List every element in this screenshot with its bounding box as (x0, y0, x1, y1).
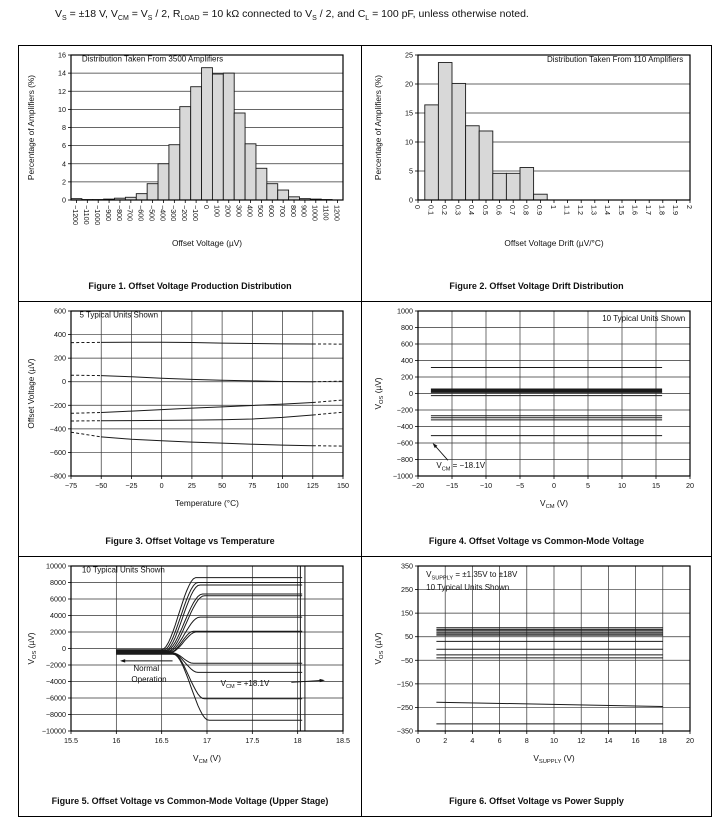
svg-text:−50: −50 (95, 481, 108, 490)
figure-1-chart (25, 48, 355, 250)
svg-text:1.2: 1.2 (575, 205, 585, 215)
svg-text:0: 0 (62, 195, 66, 205)
svg-text:−600: −600 (49, 447, 66, 457)
svg-text:−900: −900 (103, 205, 113, 222)
svg-text:200: 200 (223, 205, 233, 217)
svg-text:1000: 1000 (310, 205, 320, 221)
svg-text:0: 0 (412, 205, 422, 209)
svg-text:20: 20 (685, 736, 694, 745)
svg-text:50: 50 (218, 481, 227, 490)
svg-text:−200: −200 (49, 400, 66, 410)
svg-text:6: 6 (497, 736, 502, 745)
svg-text:0: 0 (551, 481, 556, 490)
svg-text:16.5: 16.5 (154, 736, 169, 745)
figure-5-caption: Figure 5. Offset Voltage vs Common-Mode Voltage (Upper Stage) (51, 796, 329, 807)
svg-text:−75: −75 (64, 481, 78, 490)
svg-text:1.4: 1.4 (602, 205, 612, 215)
figure-3-chart (25, 304, 355, 510)
svg-text:100: 100 (276, 481, 289, 490)
svg-text:−250: −250 (396, 702, 413, 712)
svg-text:16: 16 (112, 736, 121, 745)
svg-text:0: 0 (62, 644, 66, 653)
figure-3 (19, 302, 362, 557)
svg-text:0: 0 (62, 377, 66, 387)
svg-text:VSUPPLY (V): $V_{SUPPLY}$ (V) (532, 753, 575, 765)
svg-text:1.1: 1.1 (561, 205, 571, 215)
svg-text:Distribution Taken From 110 Am: Distribution Taken From 110 Amplifiers (546, 54, 683, 64)
svg-text:−25: −25 (125, 481, 138, 490)
svg-text:−200: −200 (396, 405, 413, 415)
svg-text:12: 12 (576, 736, 585, 745)
svg-text:−400: −400 (158, 205, 168, 222)
svg-text:10: 10 (549, 736, 558, 745)
figure-5-chart (25, 559, 355, 765)
svg-text:1.8: 1.8 (657, 205, 667, 215)
svg-text:10000: 10000 (46, 561, 66, 571)
svg-text:−700: −700 (125, 205, 135, 222)
svg-text:1100: 1100 (321, 205, 331, 221)
svg-text:18: 18 (293, 736, 302, 745)
conditions-text: $V_S = \pm 18$ V, $V_{CM} = V_S / 2$, $R_{LOAD} = 10$ kΩ connected to $V_S / 2$, and $C_L = 100$ pF, unless otherwise noted. (55, 8, 529, 23)
svg-text:0: 0 (408, 389, 413, 398)
svg-text:1.7: 1.7 (643, 205, 653, 215)
svg-text:200: 200 (400, 372, 413, 382)
svg-text:0.6: 0.6 (493, 205, 503, 215)
svg-text:8000: 8000 (50, 578, 66, 587)
figure-4-chart (372, 304, 702, 510)
svg-text:−2000: −2000 (45, 660, 66, 670)
svg-text:Percentage of Amplifiers (%): Percentage of Amplifiers (%) (26, 74, 36, 181)
svg-text:VCM = +18.1V: $V_{CM} = +18.1V$ (220, 679, 270, 691)
svg-text:−800: −800 (49, 471, 66, 481)
svg-text:1000: 1000 (396, 306, 413, 316)
svg-text:−10: −10 (479, 481, 492, 490)
svg-text:Offset Voltage (µV): Offset Voltage (µV) (26, 358, 36, 429)
figure-6 (362, 557, 711, 816)
svg-text:0.2: 0.2 (439, 205, 449, 215)
figure-4-caption: Figure 4. Offset Voltage vs Common-Mode Voltage (428, 536, 645, 547)
svg-text:5: 5 (585, 481, 590, 490)
svg-text:4000: 4000 (50, 611, 66, 620)
svg-text:−800: −800 (396, 455, 413, 464)
figure-6-caption: Figure 6. Offset Voltage vs Power Supply (449, 796, 624, 807)
svg-text:−600: −600 (396, 438, 413, 448)
svg-text:−300: −300 (169, 205, 179, 222)
svg-text:16: 16 (631, 736, 640, 745)
svg-text:14: 14 (58, 68, 66, 78)
svg-text:15: 15 (651, 481, 660, 490)
svg-text:250: 250 (400, 585, 413, 595)
figure-4 (362, 302, 711, 557)
svg-text:2: 2 (62, 177, 66, 187)
svg-text:VOS (µV): $V_{OS}$ (µV) (372, 632, 385, 665)
svg-text:50: 50 (404, 632, 413, 642)
svg-text:10 Typical Units Shown: 10 Typical Units Shown (81, 565, 165, 575)
svg-text:−1100: −1100 (82, 205, 92, 225)
svg-text:18: 18 (658, 736, 667, 745)
svg-text:200: 200 (54, 353, 66, 363)
svg-text:Offset Voltage (µV): Offset Voltage (µV) (171, 238, 243, 248)
svg-text:75: 75 (248, 481, 257, 490)
svg-text:−1000: −1000 (392, 471, 413, 481)
svg-text:16: 16 (58, 50, 66, 60)
figures-grid (18, 45, 712, 817)
svg-text:−350: −350 (396, 726, 413, 736)
svg-text:10: 10 (617, 481, 626, 490)
svg-text:VOS (µV): $V_{OS}$ (µV) (372, 377, 385, 410)
svg-text:900: 900 (299, 205, 309, 217)
svg-text:17.5: 17.5 (245, 736, 260, 745)
svg-text:6: 6 (62, 141, 66, 151)
svg-text:−100: −100 (190, 205, 200, 222)
svg-text:0: 0 (201, 205, 211, 209)
svg-text:18.5: 18.5 (336, 736, 350, 745)
svg-text:500: 500 (256, 205, 266, 217)
svg-text:VOS (µV): $V_{OS}$ (µV) (26, 632, 39, 665)
svg-text:−200: −200 (180, 205, 190, 222)
figure-1 (19, 46, 362, 302)
svg-text:Percentage of Amplifiers (%): Percentage of Amplifiers (%) (372, 74, 383, 181)
svg-text:−4000: −4000 (45, 677, 66, 686)
svg-text:20: 20 (685, 481, 694, 490)
svg-text:0.5: 0.5 (480, 205, 490, 215)
svg-text:−5: −5 (515, 481, 524, 490)
svg-text:1.5: 1.5 (616, 205, 626, 215)
svg-text:0.1: 0.1 (425, 205, 435, 215)
svg-text:5 Typical Units Shown: 5 Typical Units Shown (79, 310, 159, 320)
svg-text:0: 0 (415, 736, 420, 745)
svg-text:5: 5 (408, 166, 413, 176)
figure-5 (19, 557, 362, 816)
svg-text:10 Typical Units Shown: 10 Typical Units Shown (425, 583, 509, 593)
svg-text:0: 0 (159, 481, 164, 490)
svg-text:150: 150 (400, 608, 413, 618)
svg-text:15.5: 15.5 (64, 736, 78, 745)
svg-text:2: 2 (442, 736, 447, 745)
svg-text:1.6: 1.6 (629, 205, 639, 215)
svg-text:125: 125 (306, 481, 319, 490)
svg-text:−600: −600 (136, 205, 146, 222)
svg-text:−400: −400 (396, 422, 413, 431)
figure-2-caption: Figure 2. Offset Voltage Drift Distribution (449, 281, 624, 292)
svg-text:Operation: Operation (131, 674, 167, 684)
svg-text:1: 1 (548, 205, 558, 209)
svg-text:2: 2 (684, 205, 694, 209)
svg-text:−500: −500 (147, 205, 157, 222)
svg-text:400: 400 (400, 356, 413, 365)
svg-text:−1200: −1200 (71, 205, 81, 226)
svg-text:Normal: Normal (133, 664, 160, 674)
svg-text:6000: 6000 (50, 594, 66, 604)
figure-1-caption: Figure 1. Offset Voltage Production Distribution (88, 281, 292, 292)
figure-6-chart (372, 559, 702, 765)
svg-text:VCM (V): $V_{CM}$ (V) (539, 498, 568, 510)
svg-text:10: 10 (58, 104, 66, 114)
svg-text:−400: −400 (49, 424, 66, 434)
svg-text:8: 8 (62, 123, 66, 132)
svg-text:350: 350 (400, 561, 413, 571)
svg-text:Offset Voltage Drift (µV/°C): Offset Voltage Drift (µV/°C) (503, 238, 604, 248)
svg-text:VCM = −18.1V: $V_{CM} = -18.1V$ (435, 461, 485, 473)
svg-text:−20: −20 (411, 481, 424, 490)
svg-text:−50: −50 (400, 655, 413, 665)
svg-text:−10000: −10000 (41, 726, 66, 736)
svg-text:400: 400 (245, 205, 255, 217)
svg-text:0.4: 0.4 (466, 205, 476, 215)
svg-text:10: 10 (404, 137, 413, 147)
svg-text:100: 100 (212, 205, 222, 217)
svg-text:20: 20 (404, 79, 413, 89)
svg-text:−150: −150 (396, 679, 413, 689)
svg-text:150: 150 (337, 481, 349, 490)
svg-text:−800: −800 (114, 205, 124, 222)
figure-2-chart (372, 48, 702, 250)
svg-text:300: 300 (234, 205, 244, 217)
svg-text:Distribution Taken From 3500 A: Distribution Taken From 3500 Amplifiers (81, 54, 224, 64)
svg-text:−8000: −8000 (45, 710, 66, 719)
svg-text:VCM (V): $V_{CM}$ (V) (193, 753, 221, 765)
svg-text:8: 8 (524, 736, 529, 745)
svg-text:1200: 1200 (332, 205, 342, 221)
svg-text:0.9: 0.9 (534, 205, 544, 215)
svg-text:−1000: −1000 (93, 205, 102, 226)
svg-text:800: 800 (288, 205, 298, 217)
svg-text:0: 0 (408, 195, 413, 205)
svg-text:400: 400 (54, 330, 66, 340)
svg-text:4: 4 (469, 736, 474, 745)
svg-text:800: 800 (400, 323, 413, 332)
svg-text:−6000: −6000 (45, 693, 66, 703)
svg-text:600: 600 (400, 339, 413, 349)
svg-text:4: 4 (62, 159, 66, 169)
svg-text:700: 700 (277, 205, 287, 218)
svg-text:0.8: 0.8 (521, 205, 531, 215)
svg-text:Temperature (°C): Temperature (°C) (175, 498, 239, 508)
svg-text:1.3: 1.3 (589, 205, 599, 215)
svg-text:17: 17 (203, 736, 211, 745)
svg-text:10 Typical Units Shown: 10 Typical Units Shown (601, 313, 685, 323)
figure-2 (362, 46, 711, 302)
figure-3-caption: Figure 3. Offset Voltage vs Temperature (105, 536, 275, 547)
svg-text:15: 15 (404, 108, 413, 118)
svg-text:2000: 2000 (50, 627, 66, 637)
svg-text:600: 600 (54, 306, 66, 316)
svg-text:0.7: 0.7 (507, 205, 517, 215)
svg-text:−15: −15 (445, 481, 458, 490)
svg-text:12: 12 (58, 86, 66, 96)
svg-text:600: 600 (267, 205, 277, 218)
svg-text:0.3: 0.3 (453, 205, 463, 215)
svg-text:25: 25 (187, 481, 196, 490)
svg-text:1.9: 1.9 (670, 205, 680, 215)
svg-text:VSUPPLY = ±1.35V to ±18V: $V_{SUPPLY} = \pm 1.35V$ to ±18V (425, 570, 517, 582)
svg-text:14: 14 (603, 736, 612, 745)
svg-text:25: 25 (404, 50, 413, 60)
